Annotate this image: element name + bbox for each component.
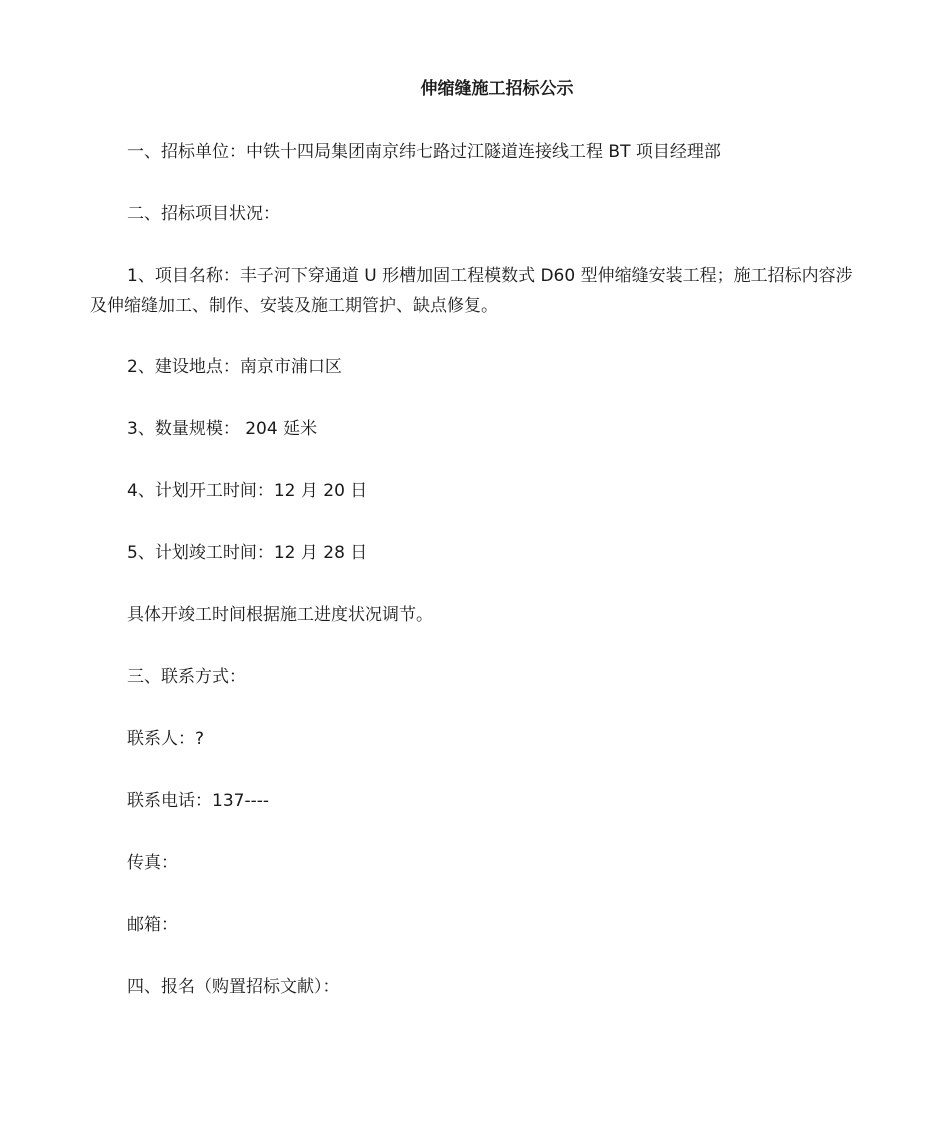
section-bidding-unit: 一、招标单位：中铁十四局集团南京纬七路过江隧道连接线工程 BT 项目经理部: [127, 142, 721, 162]
section-contact: 三、联系方式：: [127, 667, 246, 687]
section-registration: 四、报名（购置招标文献）：: [127, 977, 340, 997]
document-title: 伸缩缝施工招标公示: [420, 79, 574, 99]
item-start-date: 4、计划开工时间：12 月 20 日: [127, 481, 368, 501]
item-location: 2、建设地点：南京市浦口区: [127, 357, 342, 377]
contact-phone: 联系电话：137----: [127, 791, 269, 811]
item-project-name: 1、项目名称：丰子河下穿通道 U 形槽加固工程模数式 D60 型伸缩缝安装工程；施工招标内容涉及伸缩缝加工、制作、安装及施工期管护、缺点修复。: [90, 266, 853, 316]
item-quantity: 3、数量规模： 204 延米: [127, 419, 318, 439]
contact-fax: 传真：: [127, 853, 178, 873]
schedule-note: 具体开竣工时间根据施工进度状况调节。: [127, 605, 433, 625]
section-project-status: 二、招标项目状况：: [127, 204, 280, 224]
contact-email: 邮箱：: [127, 915, 178, 935]
item-end-date: 5、计划竣工时间：12 月 28 日: [127, 543, 368, 563]
contact-person: 联系人：?: [127, 729, 205, 749]
